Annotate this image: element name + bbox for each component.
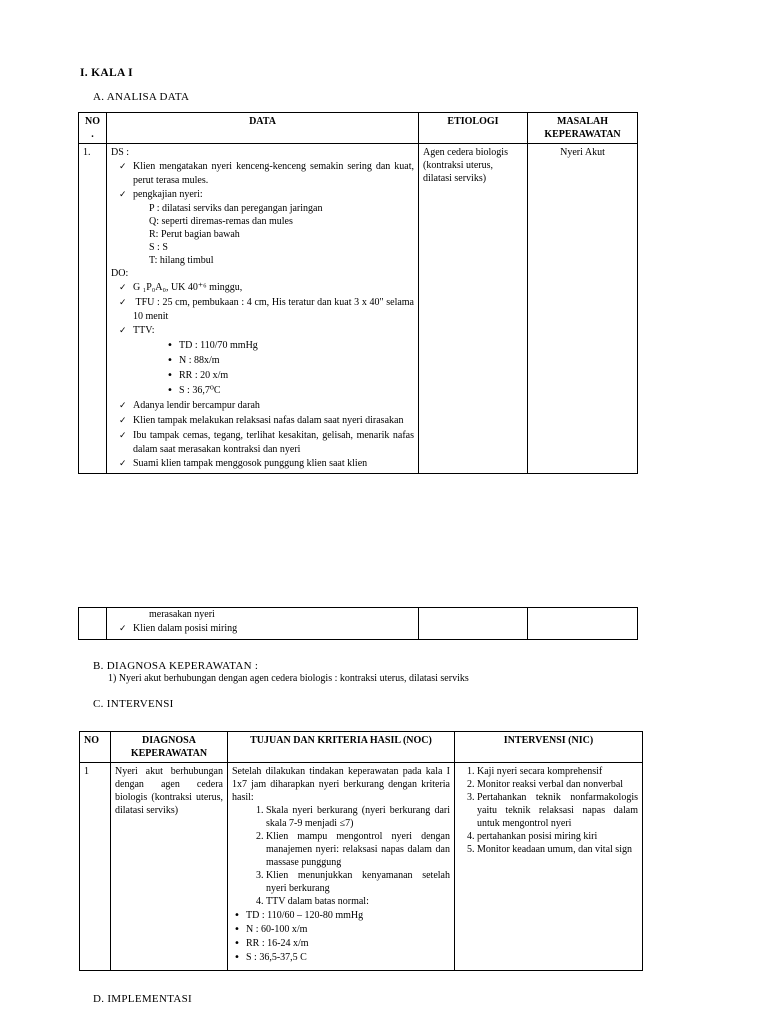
header-data: DATA: [107, 113, 419, 144]
do-check-item: ✓ Klien dalam posisi miring: [111, 622, 414, 636]
header-no: NO .: [79, 113, 107, 144]
table-row: [79, 144, 638, 474]
do-check-item: ✓ TTV:: [111, 324, 414, 338]
ttv-normal-item: • RR : 16-24 x/m: [232, 937, 450, 950]
list-item: 3. Pertahankan teknik nonfarmakologis yaitu teknik relaksasi napas dalam untuk mengontrol nyeri: [477, 791, 638, 830]
pqrst-line: S : S: [149, 242, 168, 254]
ttv-item: • RR : 20 x/m: [111, 369, 414, 382]
header-masalah: MASALAH KEPERAWATAN: [528, 113, 638, 144]
ttv-normal-item: • TD : 110/60 – 120-80 mmHg: [232, 909, 450, 922]
list-item: 4. TTV dalam batas normal:: [266, 895, 450, 908]
ttv-item: • N : 88x/m: [111, 354, 414, 367]
cell-masalah: Nyeri Akut: [528, 144, 638, 474]
do-check-item: ✓ Klien tampak melakukan relaksasi nafas dalam saat nyeri dirasakan: [111, 414, 414, 428]
ttv-normal-item: • S : 36,5-37,5 C: [232, 951, 450, 964]
header-intervensi: INTERVENSI (NIC): [455, 732, 643, 763]
table-row: [80, 763, 643, 971]
pqrst-line: R: Perut bagian bawah: [149, 229, 240, 241]
pqrst-line: T: hilang timbul: [149, 255, 214, 267]
list-item: 4. pertahankan posisi miring kiri: [477, 830, 638, 843]
ttv-normal-item: • N : 60-100 x/m: [232, 923, 450, 936]
header-tujuan: TUJUAN DAN KRITERIA HASIL (NOC): [228, 732, 455, 763]
ttv-item: • S : 36,7⁰C: [111, 384, 414, 397]
do-check-item: ✓ Ibu tampak cemas, tegang, terlihat kesakitan, gelisah, menarik nafas dalam saat merasakan kontraksi dan nyeri: [111, 429, 414, 456]
intervensi-table: [79, 731, 643, 971]
nic-list: [459, 765, 638, 856]
list-item: 2. Klien mampu mengontrol nyeri dengan manajemen nyeri: relaksasi napas dalam dan massase punggung: [266, 830, 450, 869]
do-check-item: ✓ TFU : 25 cm, pembukaan : 4 cm, His teratur dan kuat 3 x 40" selama 10 menit: [111, 296, 414, 323]
ds-check-item: ✓ Klien mengatakan nyeri kenceng-kenceng semakin sering dan kuat, perut terasa mules.: [111, 160, 414, 187]
list-item: 2. Monitor reaksi verbal dan nonverbal: [477, 778, 638, 791]
heading-implementasi: D. IMPLEMENTASI: [93, 993, 192, 1005]
list-item: 1. Skala nyeri berkurang (nyeri berkurang dari skala 7-9 menjadi ≤7): [266, 804, 450, 830]
section-title-kala-1: I. KALA I: [80, 67, 133, 79]
heading-analisa-data: A. ANALISA DATA: [93, 91, 190, 103]
cell-tujuan: [228, 763, 455, 971]
table-row: [79, 608, 638, 640]
heading-intervensi: C. INTERVENSI: [93, 698, 174, 710]
ttv-item: • TD : 110/70 mmHg: [111, 339, 414, 352]
analisa-data-table: [78, 112, 638, 474]
do-check-item: ✓ Adanya lendir bercampur darah: [111, 399, 414, 413]
header-diagnosa: DIAGNOSA KEPERAWATAN: [111, 732, 228, 763]
pqrst-line: Q: seperti diremas-remas dan mules: [149, 216, 293, 228]
ds-label: DS :: [111, 147, 130, 158]
cell-intervensi: [455, 763, 643, 971]
header-no: NO: [80, 732, 111, 763]
cell-diagnosa: Nyeri akut berhubungan dengan agen cedera biologis (kontraksi uterus, dilatasi serviks): [111, 763, 228, 971]
heading-diagnosa: B. DIAGNOSA KEPERAWATAN :: [93, 660, 259, 672]
pqrst-line: P : dilatasi serviks dan peregangan jaringan: [149, 203, 323, 215]
do-label: DO:: [111, 268, 129, 280]
cell-no: 1.: [79, 144, 107, 474]
tujuan-intro: Setelah dilakukan tindakan keperawatan pada kala I 1x7 jam diharapkan nyeri berkurang dengan kriteria hasil:: [232, 766, 450, 803]
list-item: 3. Klien menunjukkan kenyamanan setelah nyeri berkurang: [266, 869, 450, 895]
analisa-data-table-continued: [78, 607, 638, 640]
do-check-item: ✓ G ₁P₀A₀, UK 40⁺⁶ minggu,: [111, 281, 414, 295]
header-etiologi: ETIOLOGI: [419, 113, 528, 144]
continued-line: merasakan nyeri: [149, 609, 215, 620]
cell-no: 1: [80, 763, 111, 971]
cell-data: [107, 144, 419, 474]
kriteria-list: [232, 804, 450, 908]
list-item: 1. Kaji nyeri secara komprehensif: [477, 765, 638, 778]
ds-check-item: ✓ pengkajian nyeri:: [111, 188, 414, 202]
list-item: 5. Monitor keadaan umum, dan vital sign: [477, 843, 638, 856]
cell-etiologi: Agen cedera biologis (kontraksi uterus, dilatasi serviks): [419, 144, 528, 474]
diagnosa-item: 1) Nyeri akut berhubungan dengan agen cedera biologis : kontraksi uterus, dilatasi serviks: [108, 673, 469, 684]
do-check-item: ✓ Suami klien tampak menggosok punggung klien saat klien: [111, 457, 414, 471]
